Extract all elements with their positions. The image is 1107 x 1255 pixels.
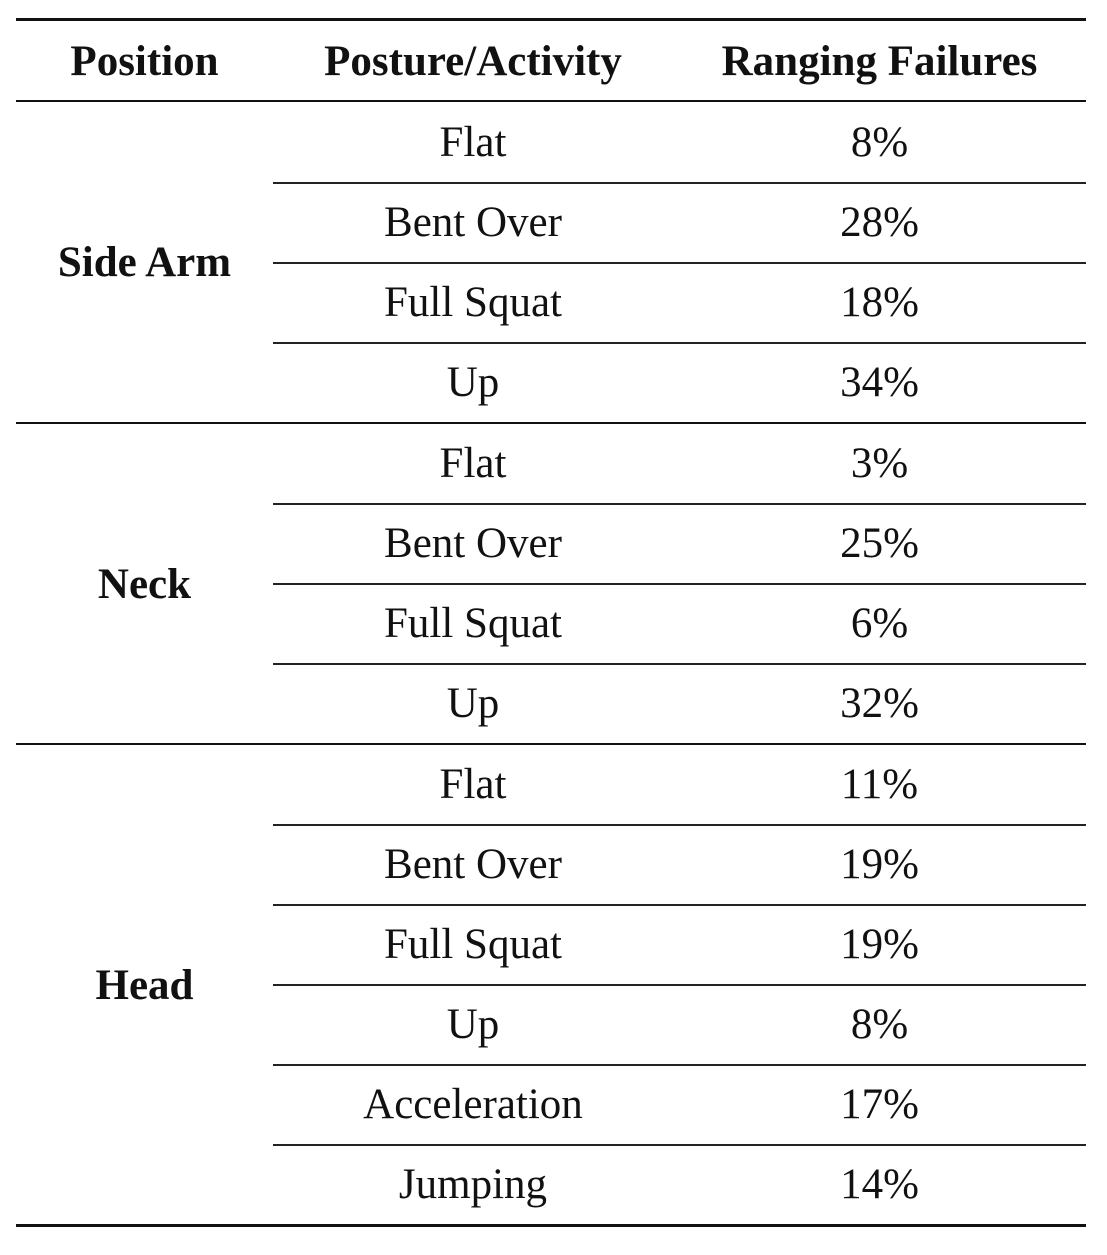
table-cell-failures: 11%	[840, 761, 919, 808]
table-cell-failures: 8%	[850, 118, 909, 166]
table-cell-posture: Up	[446, 679, 500, 727]
header-ranging-failures: Ranging Failures	[721, 37, 1038, 85]
table-cell-failures: 18%	[840, 278, 919, 326]
table-cell-failures: 25%	[840, 519, 919, 567]
table-cell-posture: Acceleration	[363, 1080, 583, 1128]
table-cell-failures: 8%	[850, 1000, 909, 1048]
table-cell-posture: Flat	[439, 118, 507, 166]
table-cell-failures: 28%	[840, 198, 919, 246]
table-cell-posture: Full Squat	[383, 920, 562, 968]
group-label-side-arm: Side Arm	[57, 238, 232, 286]
table-cell-failures: 3%	[850, 440, 909, 487]
table-cell-posture: Flat	[439, 440, 507, 487]
table-cell-posture: Bent Over	[384, 198, 562, 246]
table-cell-failures: 32%	[840, 679, 919, 727]
table-cell-posture: Full Squat	[383, 599, 562, 647]
table-cell-failures: 17%	[840, 1080, 919, 1128]
table-bottom-rule	[16, 1224, 1086, 1227]
group-label-head: Head	[95, 961, 194, 1009]
table-cell-failures: 6%	[850, 599, 909, 647]
table-cell-posture: Up	[446, 358, 500, 406]
table-cell-posture: Up	[446, 1000, 500, 1048]
table-cell-posture: Full Squat	[383, 278, 562, 326]
header-posture-activity: Posture/Activity	[324, 37, 622, 85]
table-cell-posture: Bent Over	[384, 519, 562, 567]
table-cell-posture: Jumping	[398, 1160, 548, 1208]
group-label-neck: Neck	[97, 560, 192, 608]
table-cell-failures: 14%	[840, 1160, 919, 1208]
table-cell-failures: 19%	[840, 840, 919, 888]
table-cell-posture: Flat	[439, 761, 507, 808]
header-position: Position	[70, 37, 219, 85]
table-cell-posture: Bent Over	[384, 840, 562, 888]
table-top-rule	[16, 18, 1086, 21]
table-cell-failures: 34%	[840, 358, 919, 406]
table-cell-failures: 19%	[840, 920, 919, 968]
